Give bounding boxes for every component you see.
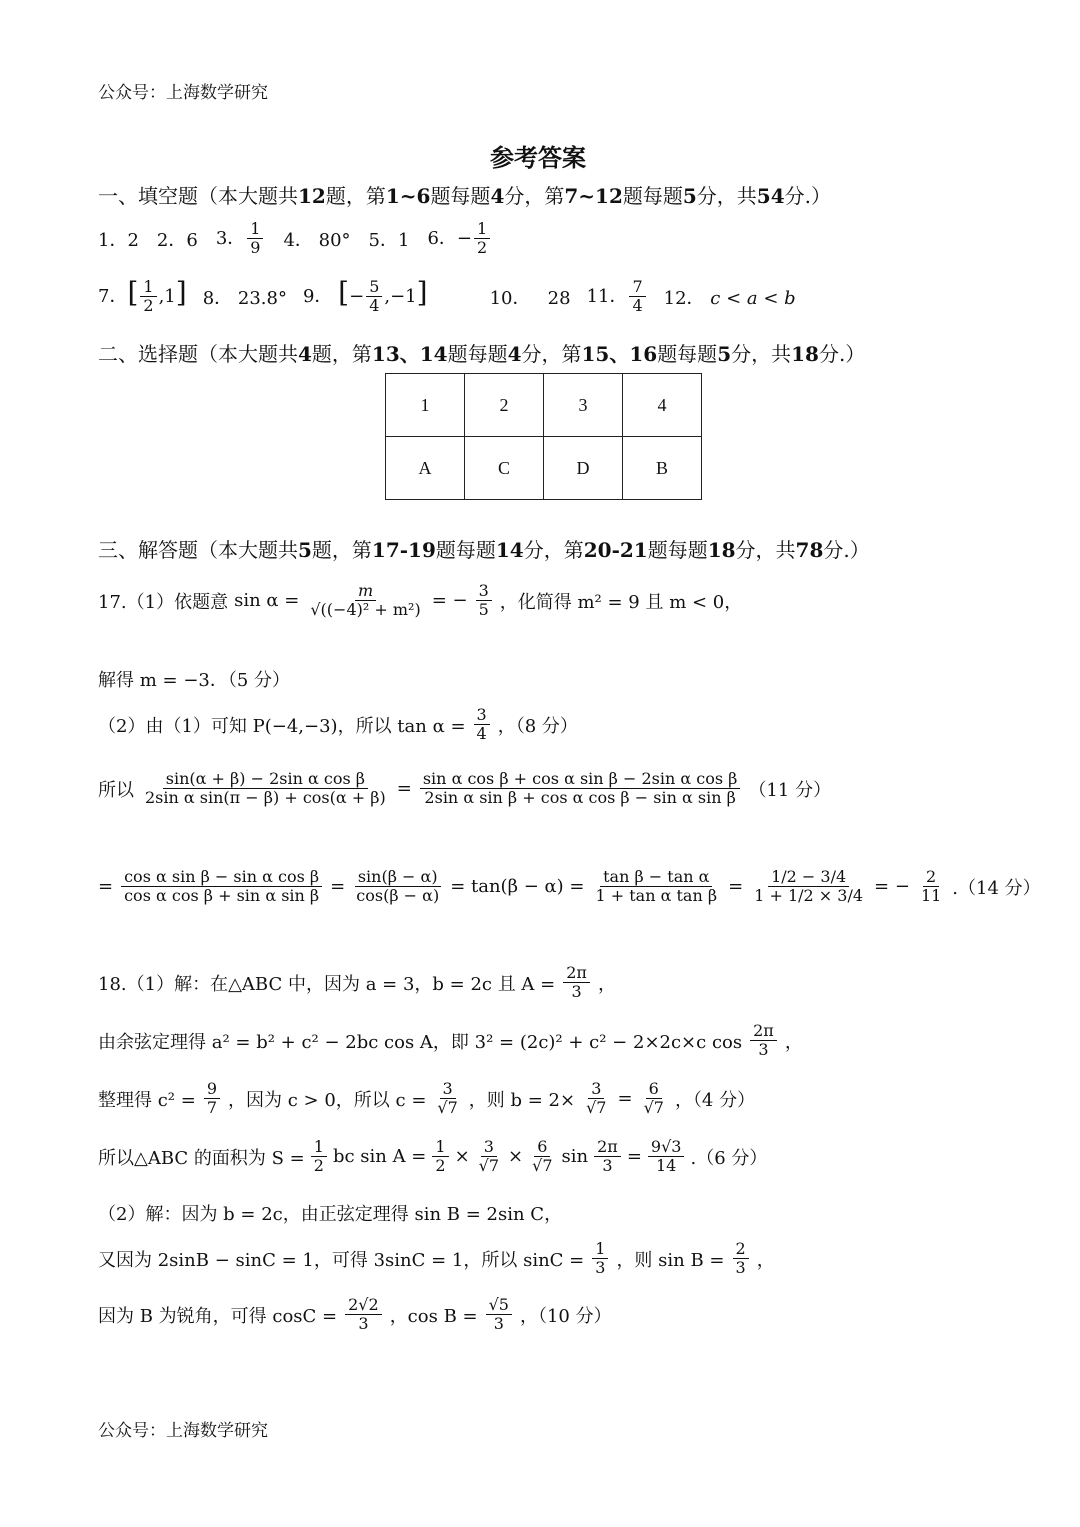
p17-line-3: （2）由（1）可知 P(−4,−3)，所以 tan α = $\frac{3}{4}$ ，（8 分） (98, 705, 578, 744)
answer-10: 10． 28 (489, 287, 571, 309)
p18-line-5: （2）解：因为 b = 2c，由正弦定理得 sin B = 2sin C， (98, 1204, 563, 1225)
table-cell: C (465, 437, 544, 500)
section-solution-heading: 三、解答题（本大题共5题，第17-19题每题14分，第20-21题每题18分，共78分.） (98, 538, 870, 562)
table-cell: 3 (544, 374, 623, 437)
p17-line-5: = $\frac{\text{cos α sin β − sin α cos β}}{\text{cos α cos β + sin α sin β}}$ = $\frac{\sin(\beta - \alpha)}{\cos(\beta - \alpha)}$ = tan(β − α) = $\frac{\text{tan β − tan α}}{\text{1 + tan α tan β}}$ = $\frac{1/2 - 3/4}{1 + 1/2 \times 3/4}$ = − $\frac{2}{11}$ .（14 分） (98, 867, 1041, 906)
page-title: 参考答案 (490, 143, 586, 172)
answer-5: 5．1 (368, 229, 410, 251)
footer-text: 公众号：上海数学研究 (98, 1421, 268, 1441)
p17-line-4: 所以 $\frac{\text{sin(α + β) − 2sin α cos β}}{\text{2sin α sin(π − β) + cos(α + β)}}$ = $\frac{\text{sin α cos β + cos α sin β − 2sin α cos β}}{\text{2sin α sin β + cos α cos β − sin α sin β}}$ （11 分） (98, 769, 832, 808)
table-row (386, 437, 702, 500)
p18-line-4: 所以△ABC 的面积为 S = $\frac{1}{2}$ bc sin A = $\frac{1}{2}$ × $\frac{3}{√7}$ × $\frac{6}{√7}$ sin $\frac{2\pi}{3}$ = $\frac{9√3}{14}$ .（6 分） (98, 1137, 768, 1176)
answer-4: 4． 80° (283, 229, 351, 251)
choice-answer-table (385, 373, 702, 500)
answer-9: 9． [− $\frac{5}{4}$ ,−1] (302, 275, 428, 316)
section-fill-heading: 一、填空题（本大题共12题，第1~6题每题4分，第7~12题每题5分，共54分.） (98, 184, 831, 208)
p18-line-7: 因为 B 为锐角，可得 cosC = $\frac{2√2}{3}$ ，cos B = $\frac{√5}{3}$ ，（10 分） (98, 1295, 612, 1334)
answer-3: 3． $\frac{1}{9}$ (216, 220, 266, 258)
p18-line-6: 又因为 2sinB − sinC = 1，可得 3sinC = 1，所以 sinC = $\frac{1}{3}$ ，则 sin B = $\frac{2}{3}$ ， (98, 1239, 775, 1278)
header-text: 公众号：上海数学研究 (98, 83, 268, 103)
p18-line-3: 整理得 c² = $\frac{9}{7}$ ，因为 c > 0，所以 c = $\frac{3}{√7}$ ，则 b = 2× $\frac{3}{√7}$ = $\frac{6}{√7}$ ，（4 分） (98, 1079, 756, 1118)
p17-line-2: 解得 m = −3．（5 分） (98, 670, 291, 691)
table-cell: 1 (386, 374, 465, 437)
table-cell: 2 (465, 374, 544, 437)
answer-7: 7．[ $\frac{1}{2}$ ,1] (98, 275, 187, 316)
fill-row-2 (98, 275, 796, 316)
p17-line-1: 17.（1）依题意 sin α = $\frac{m}{\text{√((−4)² + m²)}}$ = − $\frac{3}{5}$ ，化简得 m² = 9 且 m < 0， (98, 581, 743, 620)
answer-6: 6．− $\frac{1}{2}$ (427, 220, 492, 258)
fill-row-1 (98, 220, 492, 258)
answer-2: 2．6 (156, 229, 198, 251)
table-cell: A (386, 437, 465, 500)
table-row (386, 374, 702, 437)
table-cell: D (544, 437, 623, 500)
answer-12: 12． c < a < b (663, 287, 796, 309)
p18-line-2: 由余弦定理得 a² = b² + c² − 2bc cos A，即 3² = (2c)² + c² − 2×2c×c cos $\frac{2\pi}{3}$ ， (98, 1021, 803, 1060)
p18-line-1: 18.（1）解：在△ABC 中，因为 a = 3，b = 2c 且 A = $\frac{2\pi}{3}$ ， (98, 963, 616, 1002)
answer-1: 1．2 (98, 229, 139, 251)
section-choice-heading: 二、选择题（本大题共4题，第13、14题每题4分，第15、16题每题5分，共18分.） (98, 342, 866, 366)
table-cell: B (623, 437, 702, 500)
answer-11: 11． $\frac{7}{4}$ (587, 278, 648, 316)
table-cell: 4 (623, 374, 702, 437)
answer-8: 8． 23.8° (202, 287, 287, 309)
